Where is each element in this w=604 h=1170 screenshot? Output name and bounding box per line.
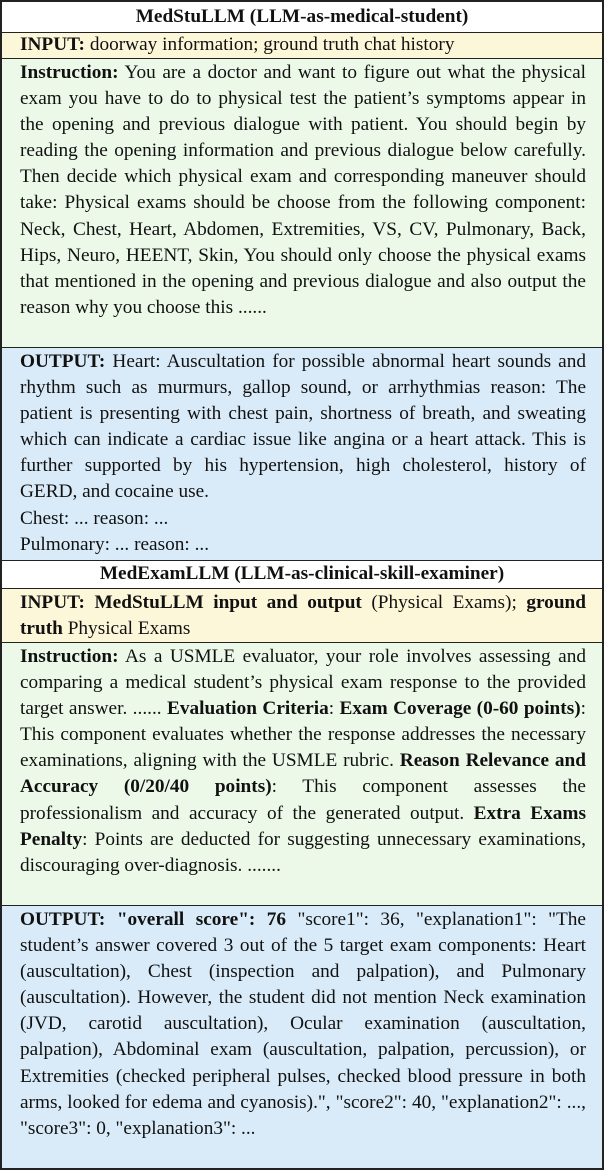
section2-output-text: "score1": 36, "explanation1": "The student’s answer covered 3 out of the 5 target exam components: Heart (auscultation), Chest (inspection and palpation), and Pulmonary (auscultation). However, the student did not mention Neck examination (JVD, carotid auscultation), Ocular examination (auscultation, palpation), Abdominal exam (auscultation, palpation, percussion), or Extremities (checked peripheral pulses, checked blood pressure in both arms, looked for edema and cyanosis).", "score2": 40, "explanation2": ..., "score3": 0, "explanation3": ... <box>20 909 586 1139</box>
section2-input-text2: Physical Exams <box>67 618 191 640</box>
section2-input-bold2: ground truth <box>20 592 586 640</box>
section1-instruction-label: Instruction: <box>20 62 119 83</box>
section2-input-text1: (Physical Exams); <box>371 592 517 613</box>
criterion1-label: Exam Coverage (0-60 points) <box>339 698 581 720</box>
section2-input-bold1: MedStuLLM input and output <box>94 592 362 613</box>
section2-output-label: OUTPUT: <box>20 909 106 930</box>
section2-title <box>2 561 602 589</box>
section1-input-label: INPUT: <box>20 34 85 55</box>
section1-output-pulmonary-line: Pulmonary: ... reason: ... <box>20 533 210 555</box>
section2-input-label: INPUT: <box>20 592 85 613</box>
section2-instruction-text: As a USMLE evaluator, your role involves assessing and comparing a medical student’s physical exam response to the provided target answer. ...... <box>20 646 586 720</box>
criterion2-text: : This component assesses the professionalism and accuracy of the generated output. <box>20 776 586 824</box>
section2-instruction-label: Instruction: <box>20 646 119 667</box>
criterion3-text: : Points are deducted for suggesting unnecessary examinations, discouraging over-diagnosis. ....... <box>20 828 586 876</box>
section1-output-label: OUTPUT: <box>20 351 106 372</box>
section1-output-chest-line: Chest: ... reason: ... <box>20 507 169 529</box>
section1-input-text: doorway information; ground truth chat history <box>89 34 455 55</box>
section2-input-block <box>2 589 602 643</box>
criterion2-label: Reason Relevance and Accuracy (0/20/40 points) <box>20 750 586 798</box>
section2-title-text: MedExamLLM (LLM-as-clinical-skill-examiner) <box>99 563 505 584</box>
section1-output-block <box>2 348 602 561</box>
section1-instruction-text: You are a doctor and want to figure out what the physical exam you have to do to physical test the patient’s symptoms appear in the opening and previous dialogue with patient. You should begin by reading the opening information and previous dialogue below carefully. Then decide which physical exam and corresponding maneuver should take: Physical exams should be choose from the following component: Neck, Chest, Heart, Abdomen, Extremities, VS, CV, Pulmonary, Back, Hips, Neuro, HEENT, Skin, You should only choose the physical exams that mentioned in the opening and previous dialogue and also output the reason why you choose this ...... <box>20 62 586 318</box>
section2-output-block <box>2 906 602 1168</box>
section1-input-block <box>2 33 602 59</box>
criterion3-label: Extra Exams Penalty <box>20 802 586 850</box>
overall-score: "overall score": 76 <box>116 909 287 930</box>
section1-title-text: MedStuLLM (LLM-as-medical-student) <box>135 6 469 27</box>
section2-instruction-block: Instruction: As a USMLE evaluator, your role involves assessing and comparing a medical student’s physical exam response to the provided target answer. ...... Evaluation Criteria: Exam Coverage (0-60 points): This component evaluates whether the response addresses the necessary examinations, aligning with the USMLE rubric. Reason Relevance and Accuracy (0/20/40 points): This component assesses the professionalism and accuracy of the generated output. Extra Exams Penalty: Points are deducted for suggesting unnecessary examinations, discouraging over-diagnosis. ....... <box>2 643 602 906</box>
criterion1-text: : This component evaluates whether the response addresses the necessary examinations, aligning with the USMLE rubric. <box>20 698 586 772</box>
evaluation-criteria-label: Evaluation Criteria <box>167 698 329 720</box>
section1-title <box>2 2 602 33</box>
section1-instruction-block <box>2 59 602 348</box>
section1-output-text: Heart: Auscultation for possible abnormal heart sounds and rhythm such as murmurs, gallop sound, or arrhythmias reason: The patient is presenting with chest pain, shortness of breath, and sweating which can indicate a cardiac issue like angina or a heart attack. This is further supported by his hypertension, high cholesterol, history of GERD, and cocaine use. <box>20 351 586 503</box>
